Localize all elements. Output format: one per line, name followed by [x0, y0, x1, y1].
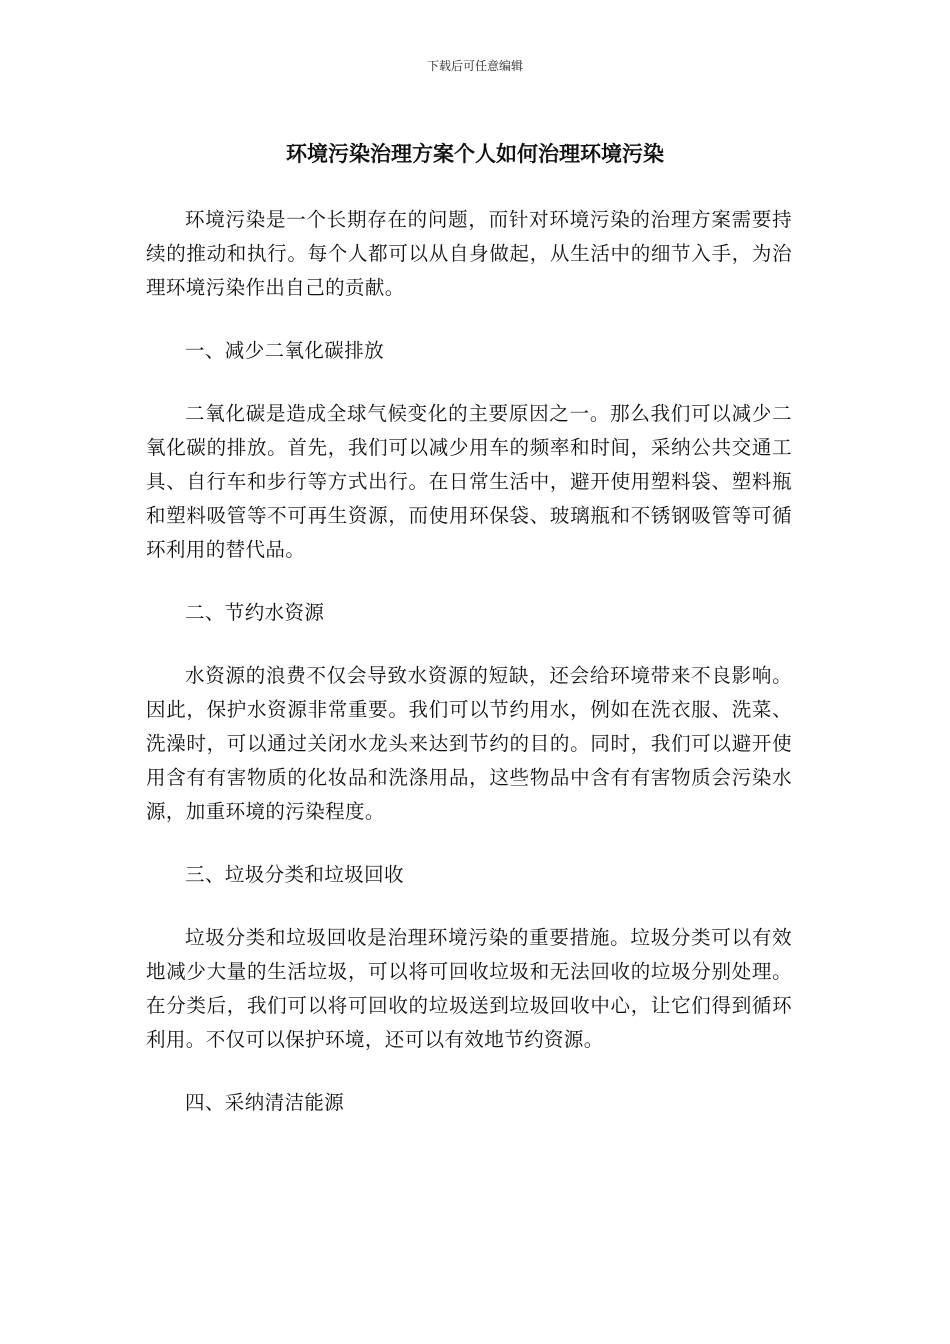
header-note: 下载后可任意编辑 [426, 59, 523, 73]
document-title: 环境污染治理方案个人如何治理环境污染 [286, 142, 664, 166]
section-paragraph-2: 水资源的浪费不仅会导致水资源的短缺，还会给环境带来不良影响。因此，保护水资源非常重要。我们可以节约用水，例如在洗衣服、洗菜、洗澡时，可以通过关闭水龙头来达到节约的目的。同时，我们可以避开使用含有有害物质的化妆品和洗涤用品，这些物品中含有有害物质会污染水源，加重环境的污染程度。 [146, 664, 792, 823]
section-heading-3: 三、垃圾分类和垃圾回收 [185, 863, 404, 886]
section-paragraph-3: 垃圾分类和垃圾回收是治理环境污染的重要措施。垃圾分类可以有效地减少大量的生活垃圾，可以将可回收垃圾和无法回收的垃圾分别处理。在分类后，我们可以将可回收的垃圾送到垃圾回收中心，让它们得到循环利用。不仅可以保护环境，还可以有效地节约资源。 [146, 926, 792, 1051]
section-heading-1: 一、减少二氧化碳排放 [185, 339, 385, 362]
section-heading-4: 四、采纳清洁能源 [185, 1091, 345, 1114]
section-paragraph-1: 二氧化碳是造成全球气候变化的主要原因之一。那么我们可以减少二氧化碳的排放。首先，我们可以减少用车的频率和时间，采纳公共交通工具、自行车和步行等方式出行。在日常生活中，避开使用塑料袋、塑料瓶和塑料吸管等不可再生资源，而使用环保袋、玻璃瓶和不锈钢吸管等可循环利用的替代品。 [146, 402, 792, 561]
document-body [146, 203, 792, 1149]
section-heading-2: 二、节约水资源 [185, 601, 325, 624]
intro-paragraph: 环境污染是一个长期存在的问题，而针对环境污染的治理方案需要持续的推动和执行。每个人都可以从自身做起，从生活中的细节入手，为治理环境污染作出自己的贡献。 [146, 208, 792, 299]
